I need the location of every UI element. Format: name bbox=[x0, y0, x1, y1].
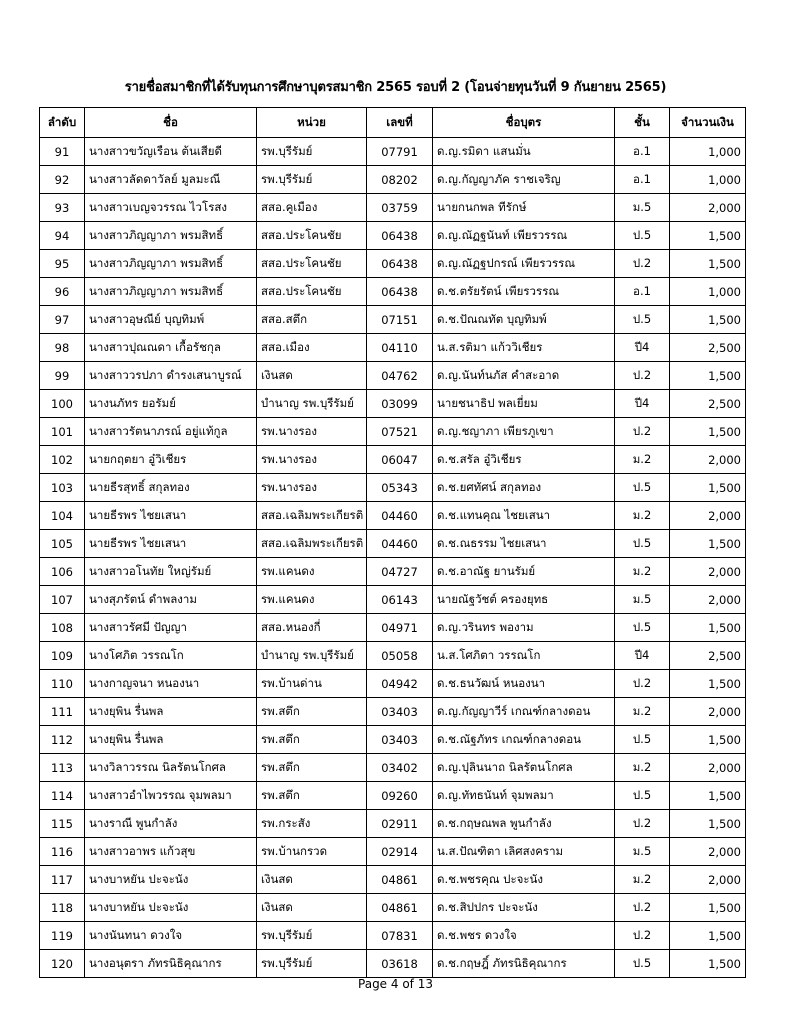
cell-child-name: ด.ญ.ชญาภา เพียรภูเขา bbox=[433, 418, 615, 446]
cell-grade: ปี4 bbox=[615, 334, 670, 362]
cell-grade: ม.2 bbox=[615, 502, 670, 530]
cell-grade: อ.1 bbox=[615, 278, 670, 306]
cell-grade: อ.1 bbox=[615, 166, 670, 194]
table-row bbox=[40, 698, 746, 726]
cell-member-name: นางอนุตรา ภัทรนิธิคุณากร bbox=[85, 950, 257, 978]
cell-member-name: นางราณี พูนกำลัง bbox=[85, 810, 257, 838]
cell-unit: รพ.สตึก bbox=[257, 754, 367, 782]
cell-amount: 2,000 bbox=[670, 838, 746, 866]
cell-member-id: 06438 bbox=[367, 278, 433, 306]
cell-member-id: 08202 bbox=[367, 166, 433, 194]
col-header-amount: จำนวนเงิน bbox=[670, 108, 746, 138]
cell-member-id: 05058 bbox=[367, 642, 433, 670]
cell-number: 101 bbox=[40, 418, 85, 446]
col-header-grade: ชั้น bbox=[615, 108, 670, 138]
cell-member-name: นายธีรสุทธิ์ สกุลทอง bbox=[85, 474, 257, 502]
cell-child-name: ด.ญ.ปุลินนาถ นิลรัตนโกศล bbox=[433, 754, 615, 782]
cell-child-name: น.ส.โศภิตา วรรณโก bbox=[433, 642, 615, 670]
cell-number: 119 bbox=[40, 922, 85, 950]
cell-unit: รพ.กระสัง bbox=[257, 810, 367, 838]
cell-member-id: 03402 bbox=[367, 754, 433, 782]
document-title: รายชื่อสมาชิกที่ได้รับทุนการศึกษาบุตรสมาชิก 2565 รอบที่ 2 (โอนจ่ายทุนวันที่ 9 กันยายน 2565) bbox=[124, 80, 667, 95]
cell-member-id: 06438 bbox=[367, 250, 433, 278]
cell-member-id: 07521 bbox=[367, 418, 433, 446]
cell-unit: รพ.นางรอง bbox=[257, 418, 367, 446]
table-row bbox=[40, 362, 746, 390]
cell-member-name: นางสาวเบญจวรรณ ไวโรสง bbox=[85, 194, 257, 222]
cell-number: 106 bbox=[40, 558, 85, 586]
table-row bbox=[40, 614, 746, 642]
cell-amount: 1,500 bbox=[670, 950, 746, 978]
cell-number: 102 bbox=[40, 446, 85, 474]
cell-amount: 1,500 bbox=[670, 530, 746, 558]
cell-grade: ป.5 bbox=[615, 222, 670, 250]
cell-grade: ม.2 bbox=[615, 558, 670, 586]
cell-child-name: ด.ช.กฤษณพล พูนกำลัง bbox=[433, 810, 615, 838]
cell-member-name: นางสุภรัตน์ ดำพลงาม bbox=[85, 586, 257, 614]
cell-number: 103 bbox=[40, 474, 85, 502]
cell-child-name: ด.ช.สิปปกร ปะจะนัง bbox=[433, 894, 615, 922]
cell-number: 91 bbox=[40, 138, 85, 166]
cell-child-name: ด.ช.อาณัฐ ยานรัมย์ bbox=[433, 558, 615, 586]
cell-member-name: นางสาวขวัญเรือน ต้นเสียดี bbox=[85, 138, 257, 166]
cell-grade: ม.5 bbox=[615, 586, 670, 614]
cell-unit: รพ.บุรีรัมย์ bbox=[257, 166, 367, 194]
cell-child-name: ด.ช.กฤษฎิ์ ภัทรนิธิคุณากร bbox=[433, 950, 615, 978]
table-row bbox=[40, 530, 746, 558]
cell-unit: รพ.สตึก bbox=[257, 782, 367, 810]
cell-amount: 2,000 bbox=[670, 698, 746, 726]
col-header-unit: หน่วย bbox=[257, 108, 367, 138]
cell-child-name: นายชนาธิป พลเยี่ยม bbox=[433, 390, 615, 418]
cell-unit: เงินสด bbox=[257, 866, 367, 894]
cell-number: 113 bbox=[40, 754, 85, 782]
cell-member-name: นางสาวรัศมี ปัญญา bbox=[85, 614, 257, 642]
cell-amount: 1,500 bbox=[670, 782, 746, 810]
cell-member-name: นางสาวภิญญาภา พรมสิทธิ์ bbox=[85, 222, 257, 250]
cell-child-name: ด.ญ.กัญญาวีร์ เกณฑ์กลางดอน bbox=[433, 698, 615, 726]
cell-grade: ปี4 bbox=[615, 390, 670, 418]
cell-member-id: 04762 bbox=[367, 362, 433, 390]
cell-number: 100 bbox=[40, 390, 85, 418]
cell-grade: ม.5 bbox=[615, 838, 670, 866]
cell-amount: 1,500 bbox=[670, 222, 746, 250]
cell-member-name: นางสาวภิญญาภา พรมสิทธิ์ bbox=[85, 278, 257, 306]
cell-child-name: ด.ญ.รมิดา แสนมั่น bbox=[433, 138, 615, 166]
cell-number: 114 bbox=[40, 782, 85, 810]
cell-member-name: นางสาวลัดดาวัลย์ มูลมะณี bbox=[85, 166, 257, 194]
cell-amount: 1,500 bbox=[670, 670, 746, 698]
cell-amount: 1,500 bbox=[670, 474, 746, 502]
cell-number: 96 bbox=[40, 278, 85, 306]
cell-member-id: 04460 bbox=[367, 530, 433, 558]
cell-unit: สสอ.ประโคนชัย bbox=[257, 250, 367, 278]
cell-member-name: นายธีรพร ไชยเสนา bbox=[85, 502, 257, 530]
cell-number: 115 bbox=[40, 810, 85, 838]
cell-child-name: ด.ช.ตรัยรัตน์ เพียรวรรณ bbox=[433, 278, 615, 306]
cell-amount: 1,000 bbox=[670, 166, 746, 194]
cell-amount: 2,500 bbox=[670, 390, 746, 418]
cell-number: 108 bbox=[40, 614, 85, 642]
cell-number: 93 bbox=[40, 194, 85, 222]
cell-child-name: นายกนกพล ทีรักษ์ bbox=[433, 194, 615, 222]
cell-number: 111 bbox=[40, 698, 85, 726]
table-row bbox=[40, 306, 746, 334]
table-row bbox=[40, 838, 746, 866]
cell-grade: ป.2 bbox=[615, 418, 670, 446]
cell-unit: รพ.บุรีรัมย์ bbox=[257, 950, 367, 978]
cell-member-name: นางยุพิน รื่นพล bbox=[85, 726, 257, 754]
cell-unit: บำนาญ รพ.บุรีรัมย์ bbox=[257, 390, 367, 418]
cell-amount: 1,500 bbox=[670, 810, 746, 838]
cell-member-id: 06143 bbox=[367, 586, 433, 614]
cell-member-id: 02911 bbox=[367, 810, 433, 838]
cell-member-name: นางบาหยัน ปะจะนัง bbox=[85, 866, 257, 894]
cell-child-name: ด.ช.แทนคุณ ไชยเสนา bbox=[433, 502, 615, 530]
cell-member-id: 03759 bbox=[367, 194, 433, 222]
cell-member-name: นางนันทนา ดวงใจ bbox=[85, 922, 257, 950]
table-row bbox=[40, 166, 746, 194]
cell-amount: 2,000 bbox=[670, 866, 746, 894]
table-row bbox=[40, 558, 746, 586]
cell-grade: ป.2 bbox=[615, 922, 670, 950]
cell-child-name: ด.ช.สรัล อู๋วิเชียร bbox=[433, 446, 615, 474]
col-header-number: ลำดับ bbox=[40, 108, 85, 138]
cell-amount: 1,500 bbox=[670, 922, 746, 950]
cell-grade: ม.5 bbox=[615, 194, 670, 222]
cell-grade: ป.5 bbox=[615, 306, 670, 334]
cell-member-id: 04861 bbox=[367, 894, 433, 922]
cell-child-name: ด.ช.ยศทัศน์ สกุลทอง bbox=[433, 474, 615, 502]
table-row bbox=[40, 250, 746, 278]
cell-number: 95 bbox=[40, 250, 85, 278]
cell-member-id: 04460 bbox=[367, 502, 433, 530]
cell-grade: ป.2 bbox=[615, 894, 670, 922]
cell-child-name: ด.ช.ณัฐภัทร เกณฑ์กลางดอน bbox=[433, 726, 615, 754]
cell-child-name: ด.ช.ธนวัฒน์ หนองนา bbox=[433, 670, 615, 698]
cell-number: 104 bbox=[40, 502, 85, 530]
cell-unit: รพ.บุรีรัมย์ bbox=[257, 138, 367, 166]
cell-member-name: นางสาวอำไพวรรณ จุมพลมา bbox=[85, 782, 257, 810]
cell-member-id: 05343 bbox=[367, 474, 433, 502]
cell-child-name: น.ส.รติมา แก้ววิเชียร bbox=[433, 334, 615, 362]
cell-amount: 2,000 bbox=[670, 586, 746, 614]
cell-unit: สสอ.ประโคนชัย bbox=[257, 222, 367, 250]
table-row bbox=[40, 642, 746, 670]
cell-amount: 1,500 bbox=[670, 250, 746, 278]
cell-member-id: 03403 bbox=[367, 726, 433, 754]
cell-child-name: ด.ญ.กัญญาภัค ราชเจริญ bbox=[433, 166, 615, 194]
cell-amount: 2,500 bbox=[670, 642, 746, 670]
cell-unit: สสอ.คูเมือง bbox=[257, 194, 367, 222]
cell-member-id: 09260 bbox=[367, 782, 433, 810]
cell-grade: ป.2 bbox=[615, 362, 670, 390]
cell-amount: 1,500 bbox=[670, 614, 746, 642]
cell-amount: 2,500 bbox=[670, 334, 746, 362]
cell-amount: 2,000 bbox=[670, 194, 746, 222]
table-row bbox=[40, 446, 746, 474]
cell-number: 112 bbox=[40, 726, 85, 754]
cell-grade: ปี4 bbox=[615, 642, 670, 670]
cell-grade: ป.2 bbox=[615, 250, 670, 278]
cell-child-name: ด.ญ.นันท์นภัส คำสะอาด bbox=[433, 362, 615, 390]
cell-grade: อ.1 bbox=[615, 138, 670, 166]
table-row bbox=[40, 586, 746, 614]
cell-child-name: ด.ญ.ณัฏฐนันท์ เพียรวรรณ bbox=[433, 222, 615, 250]
page-footer: Page 4 of 13 bbox=[358, 977, 433, 991]
cell-member-name: นางบาหยัน ปะจะนัง bbox=[85, 894, 257, 922]
cell-child-name: นายณัฐวัชต์ ครองยุทธ bbox=[433, 586, 615, 614]
cell-number: 117 bbox=[40, 866, 85, 894]
cell-member-name: นางกาญจนา หนองนา bbox=[85, 670, 257, 698]
cell-amount: 2,000 bbox=[670, 502, 746, 530]
cell-number: 116 bbox=[40, 838, 85, 866]
table-row bbox=[40, 894, 746, 922]
cell-unit: รพ.นางรอง bbox=[257, 446, 367, 474]
cell-member-name: นางสาวอุษณีย์ บุญทิมพ์ bbox=[85, 306, 257, 334]
cell-member-name: นางสาวรัตนาภรณ์ อยู่แท้กูล bbox=[85, 418, 257, 446]
cell-amount: 2,000 bbox=[670, 446, 746, 474]
cell-child-name: ด.ช.ปัณณทัต บุญทิมพ์ bbox=[433, 306, 615, 334]
cell-unit: บำนาญ รพ.บุรีรัมย์ bbox=[257, 642, 367, 670]
cell-number: 105 bbox=[40, 530, 85, 558]
cell-unit: สสอ.เฉลิมพระเกียรติ bbox=[257, 530, 367, 558]
scholarship-table bbox=[39, 107, 746, 978]
cell-member-name: นางนภัทร ยอรัมย์ bbox=[85, 390, 257, 418]
table-row bbox=[40, 754, 746, 782]
cell-member-id: 07151 bbox=[367, 306, 433, 334]
cell-member-name: นางสาวอโนทัย ใหญ่รัมย์ bbox=[85, 558, 257, 586]
cell-child-name: ด.ญ.ทัทธนันท์ จุมพลมา bbox=[433, 782, 615, 810]
cell-grade: ม.2 bbox=[615, 698, 670, 726]
cell-unit: รพ.บ้านกรวด bbox=[257, 838, 367, 866]
cell-unit: รพ.บ้านด่าน bbox=[257, 670, 367, 698]
cell-grade: ป.2 bbox=[615, 670, 670, 698]
cell-amount: 1,500 bbox=[670, 894, 746, 922]
cell-child-name: ด.ช.พชร ดวงใจ bbox=[433, 922, 615, 950]
cell-grade: ป.5 bbox=[615, 614, 670, 642]
cell-member-id: 03403 bbox=[367, 698, 433, 726]
cell-grade: ป.5 bbox=[615, 530, 670, 558]
cell-member-id: 04727 bbox=[367, 558, 433, 586]
table-row bbox=[40, 138, 746, 166]
cell-amount: 1,000 bbox=[670, 138, 746, 166]
cell-amount: 1,500 bbox=[670, 362, 746, 390]
cell-grade: ป.5 bbox=[615, 782, 670, 810]
cell-amount: 1,500 bbox=[670, 306, 746, 334]
cell-grade: ม.2 bbox=[615, 446, 670, 474]
cell-amount: 2,000 bbox=[670, 754, 746, 782]
cell-member-name: นางยุพิน รื่นพล bbox=[85, 698, 257, 726]
col-header-member-id: เลขที่ bbox=[367, 108, 433, 138]
cell-unit: รพ.แคนดง bbox=[257, 558, 367, 586]
cell-grade: ป.5 bbox=[615, 726, 670, 754]
table-row bbox=[40, 474, 746, 502]
cell-child-name: ด.ญ.วรินทร พองาม bbox=[433, 614, 615, 642]
cell-amount: 1,500 bbox=[670, 726, 746, 754]
table-header-row bbox=[40, 108, 746, 138]
table-row bbox=[40, 950, 746, 978]
cell-number: 94 bbox=[40, 222, 85, 250]
cell-unit: เงินสด bbox=[257, 362, 367, 390]
col-header-child-name: ชื่อบุตร bbox=[433, 108, 615, 138]
cell-number: 120 bbox=[40, 950, 85, 978]
cell-child-name: ด.ญ.ณัฏฐปกรณ์ เพียรวรรณ bbox=[433, 250, 615, 278]
cell-unit: สสอ.ประโคนชัย bbox=[257, 278, 367, 306]
table-row bbox=[40, 390, 746, 418]
cell-member-id: 04971 bbox=[367, 614, 433, 642]
table-row bbox=[40, 670, 746, 698]
cell-member-id: 03099 bbox=[367, 390, 433, 418]
cell-unit: รพ.สตึก bbox=[257, 698, 367, 726]
cell-number: 109 bbox=[40, 642, 85, 670]
cell-member-id: 04110 bbox=[367, 334, 433, 362]
col-header-name: ชื่อ bbox=[85, 108, 257, 138]
cell-member-id: 02914 bbox=[367, 838, 433, 866]
cell-child-name: ด.ช.พชรคุณ ปะจะนัง bbox=[433, 866, 615, 894]
cell-member-id: 04861 bbox=[367, 866, 433, 894]
table-row bbox=[40, 222, 746, 250]
cell-grade: ป.5 bbox=[615, 474, 670, 502]
cell-member-name: นางสาวปุณณดา เกื้อรัชกุล bbox=[85, 334, 257, 362]
cell-member-id: 03618 bbox=[367, 950, 433, 978]
cell-unit: สสอ.สตึก bbox=[257, 306, 367, 334]
cell-unit: รพ.บุรีรัมย์ bbox=[257, 922, 367, 950]
cell-unit: สสอ.เมือง bbox=[257, 334, 367, 362]
cell-unit: รพ.นางรอง bbox=[257, 474, 367, 502]
cell-number: 110 bbox=[40, 670, 85, 698]
cell-member-name: นางสาวอาพร แก้วสุข bbox=[85, 838, 257, 866]
cell-unit: สสอ.เฉลิมพระเกียรติ bbox=[257, 502, 367, 530]
cell-grade: ม.2 bbox=[615, 754, 670, 782]
table-row bbox=[40, 502, 746, 530]
cell-child-name: น.ส.ปัณฑิตา เลิศสงคราม bbox=[433, 838, 615, 866]
table-row bbox=[40, 782, 746, 810]
table-row bbox=[40, 866, 746, 894]
cell-member-id: 04942 bbox=[367, 670, 433, 698]
cell-number: 97 bbox=[40, 306, 85, 334]
cell-unit: สสอ.หนองกี่ bbox=[257, 614, 367, 642]
cell-unit: รพ.แคนดง bbox=[257, 586, 367, 614]
table-row bbox=[40, 194, 746, 222]
table-row bbox=[40, 810, 746, 838]
cell-child-name: ด.ช.ณธรรม ไชยเสนา bbox=[433, 530, 615, 558]
cell-amount: 1,500 bbox=[670, 418, 746, 446]
cell-unit: เงินสด bbox=[257, 894, 367, 922]
cell-member-name: นางสาวภิญญาภา พรมสิทธิ์ bbox=[85, 250, 257, 278]
cell-member-name: นางโศภิต วรรณโก bbox=[85, 642, 257, 670]
cell-unit: รพ.สตึก bbox=[257, 726, 367, 754]
cell-member-id: 06047 bbox=[367, 446, 433, 474]
cell-number: 98 bbox=[40, 334, 85, 362]
cell-member-id: 07791 bbox=[367, 138, 433, 166]
cell-number: 107 bbox=[40, 586, 85, 614]
cell-member-name: นายธีรพร ไชยเสนา bbox=[85, 530, 257, 558]
cell-member-name: นางวิลาวรรณ นิลรัตนโกศล bbox=[85, 754, 257, 782]
cell-amount: 2,000 bbox=[670, 558, 746, 586]
table-row bbox=[40, 334, 746, 362]
cell-member-name: นางสาววรปภา ดำรงเสนาบูรณ์ bbox=[85, 362, 257, 390]
table-row bbox=[40, 726, 746, 754]
cell-number: 92 bbox=[40, 166, 85, 194]
cell-number: 118 bbox=[40, 894, 85, 922]
cell-number: 99 bbox=[40, 362, 85, 390]
cell-member-name: นายกฤตยา อู๋วิเชียร bbox=[85, 446, 257, 474]
cell-member-id: 06438 bbox=[367, 222, 433, 250]
cell-member-id: 07831 bbox=[367, 922, 433, 950]
table-row bbox=[40, 922, 746, 950]
cell-amount: 1,000 bbox=[670, 278, 746, 306]
cell-grade: ป.5 bbox=[615, 950, 670, 978]
cell-grade: ป.2 bbox=[615, 810, 670, 838]
table-row bbox=[40, 278, 746, 306]
table-row bbox=[40, 418, 746, 446]
cell-grade: ม.2 bbox=[615, 866, 670, 894]
